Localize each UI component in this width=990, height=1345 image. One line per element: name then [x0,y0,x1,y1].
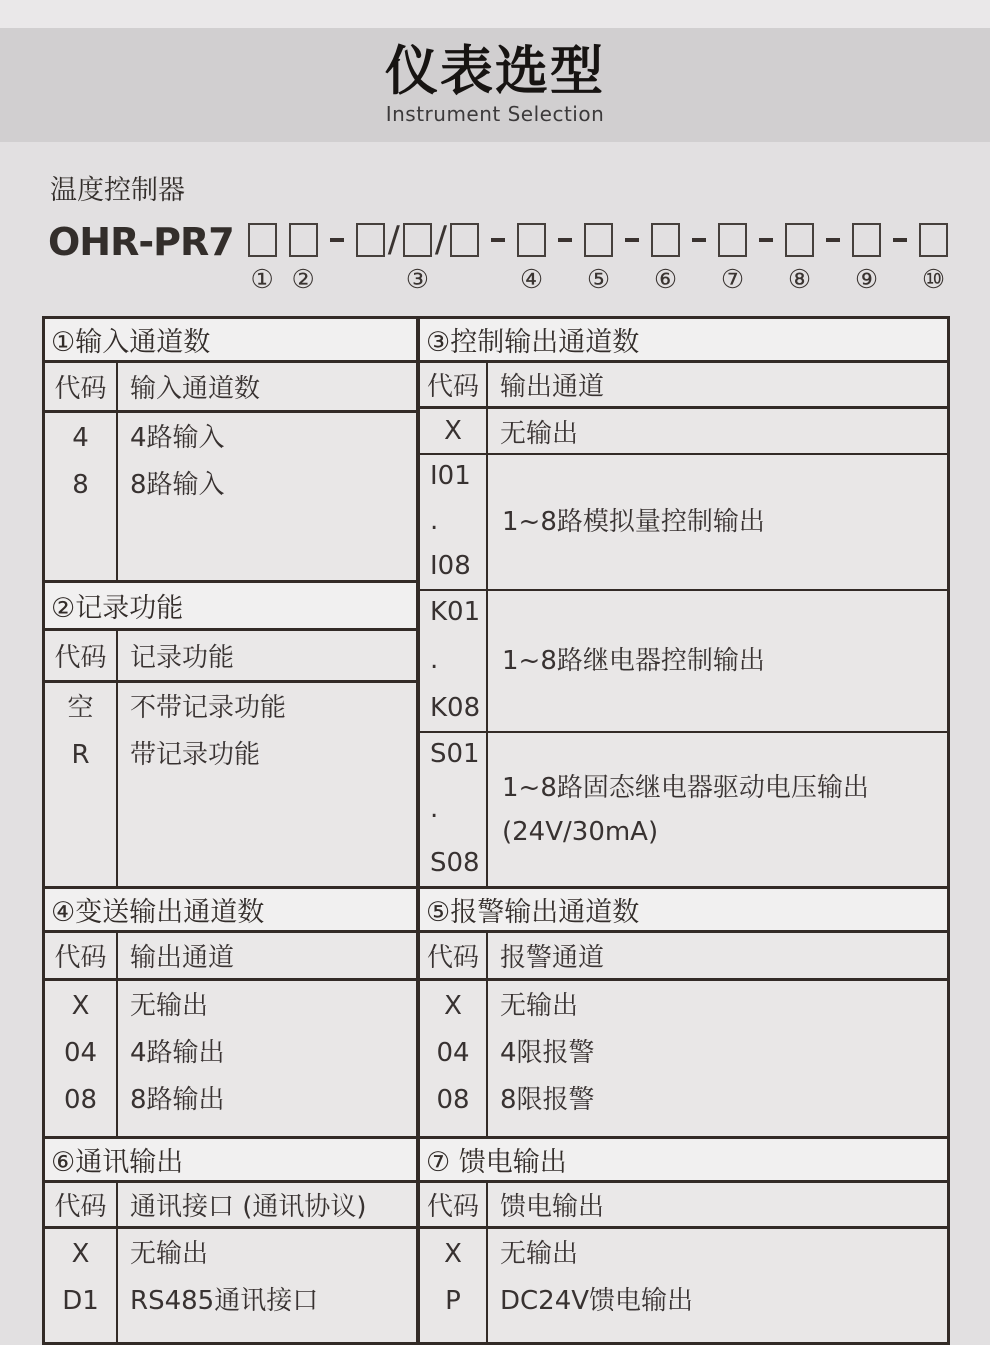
section-7-title: ⑦ 馈电输出 [420,1139,947,1183]
code-cell [45,683,118,886]
position-circle-6: ⑥ [653,265,678,295]
code-cell [45,981,118,1136]
column-header-desc: 馈电输出 [500,1192,605,1222]
column-header-code: 代码 [45,631,118,680]
section-1-body [45,413,416,583]
model-unit-10 [919,223,948,294]
model-code-box-6 [517,223,546,257]
code-value: X [444,991,462,1021]
code-value: . [430,506,439,536]
model-unit-9 [852,223,881,294]
title-band [0,28,990,142]
section-1-2-column [45,319,416,886]
code-value: 08 [63,1085,98,1115]
code-value: R [71,740,90,770]
position-circle-10: ⑩ [921,265,946,295]
code-value: S08 [430,848,480,878]
desc-value: 无输出 [130,1239,209,1269]
desc-cell [118,683,416,886]
column-header-code: 代码 [420,933,488,978]
code-value: X [71,991,90,1021]
section-1-title: ①输入通道数 [45,319,416,363]
position-circle-2: ② [291,265,315,295]
model-prefix: OHR-PR7 [48,220,234,264]
code-range-cell [420,455,488,589]
section-3-row-s [420,733,947,886]
position-circle-1: ① [250,265,274,295]
desc-value: 1~8路继电器控制输出 [502,646,765,676]
section-5-header-row [420,933,947,981]
code-value: I08 [430,551,471,581]
desc-cell [118,413,416,580]
section-6-title: ⑥通讯输出 [45,1139,416,1183]
section-7-body [420,1229,947,1342]
section-2-title: ②记录功能 [45,583,416,631]
code-cell: X [420,409,488,453]
dash-separator [330,238,344,242]
table-block-3 [42,1139,950,1345]
code-value: 空 [67,693,94,723]
section-3-row-x [420,409,947,455]
section-7-header-row [420,1183,947,1229]
code-range-cell [420,733,488,886]
section-4-column [45,889,416,1136]
model-unit-5 [584,223,613,294]
dash-separator [558,238,572,242]
model-unit-8 [785,223,814,294]
desc-cell [488,981,947,1136]
code-value: 4 [72,423,89,453]
code-cell [420,981,488,1136]
model-unit-7 [718,223,747,294]
column-header-desc: 输出通道 [130,943,235,973]
code-value: X [71,1239,90,1269]
position-circle-7: ⑦ [720,265,745,295]
table-block-1 [42,316,950,889]
model-code-box-8 [651,223,680,257]
code-value: K08 [430,693,481,723]
section-5-column [416,889,947,1136]
code-value: 04 [436,1038,470,1068]
model-code-box-12 [919,223,948,257]
model-code-box-2 [289,223,318,257]
code-cell [45,413,118,580]
top-strip [0,0,990,28]
code-value: K01 [430,597,481,627]
desc-cell [488,1229,947,1342]
position-circle-4: ④ [519,265,544,295]
column-header-desc: 报警通道 [500,943,605,973]
desc-value: 无输出 [130,991,209,1021]
page-subtitle: Instrument Selection [385,102,605,126]
column-header-code: 代码 [45,933,118,978]
model-code-box-10 [785,223,814,257]
desc-value: 1~8路模拟量控制输出 [502,507,765,537]
desc-value: 1~8路固态继电器驱动电压输出 [502,772,869,803]
column-header-code: 代码 [45,363,118,410]
position-circle-9: ⑨ [854,265,879,295]
section-1-header-row [45,363,416,413]
section-4-title: ④变送输出通道数 [45,889,416,933]
desc-value: 4路输入 [130,423,225,453]
section-3-column [416,319,947,886]
column-header-desc: 通讯接口 (通讯协议) [130,1192,367,1222]
code-value: X [444,1239,462,1269]
section-2-body [45,683,416,886]
section-4-body [45,981,416,1136]
desc-cell: 无输出 [500,418,579,449]
model-code-box-1 [248,223,277,257]
model-code-box-5 [450,223,479,257]
desc-cell [488,733,947,886]
model-unit-3 [356,219,479,295]
desc-cell [118,1229,416,1342]
code-cell [420,1229,488,1342]
code-value: . [430,645,439,675]
code-value: 8 [72,470,89,500]
table-block-2 [42,889,950,1139]
desc-value: 无输出 [500,1239,579,1269]
code-range-cell [420,591,488,731]
desc-value: 4路输出 [130,1038,225,1068]
code-cell [45,1229,118,1342]
product-name: 温度控制器 [50,175,185,206]
section-3-header-row [420,363,947,409]
desc-value: 4限报警 [500,1038,595,1068]
column-header-code: 代码 [420,363,488,406]
dash-separator [893,238,907,242]
section-3-title: ③控制输出通道数 [420,319,947,363]
slash-separator: / [387,219,400,260]
column-header-desc: 输出通道 [500,372,605,402]
slash-separator: / [434,219,447,260]
desc-cell [488,591,947,731]
position-circle-3: ③ [405,265,429,295]
column-header-code: 代码 [45,1183,118,1226]
code-value: D1 [62,1286,99,1316]
model-unit-6 [651,223,680,294]
dash-separator [692,238,706,242]
column-header-desc: 输入通道数 [130,374,261,404]
desc-cell [118,981,416,1136]
section-5-title: ⑤报警输出通道数 [420,889,947,933]
position-circle-5: ⑤ [586,265,611,295]
desc-value: 不带记录功能 [130,693,287,723]
desc-value: DC24V馈电输出 [500,1286,694,1316]
section-2-header-row [45,631,416,683]
code-value: S01 [430,739,480,769]
code-value: I01 [430,461,471,491]
code-value: 08 [436,1085,470,1115]
desc-cell [488,455,947,589]
model-code-box-4 [403,223,432,257]
section-6-body [45,1229,416,1342]
model-code-line [48,219,990,295]
page-title: 仪表选型 [385,41,605,102]
desc-value: RS485通讯接口 [130,1286,319,1316]
model-unit-4 [517,223,546,294]
model-code-box-3 [356,223,385,257]
desc-value: 带记录功能 [130,740,261,770]
desc-value: 8路输出 [130,1085,225,1115]
desc-value: 无输出 [500,991,579,1021]
dash-separator [491,238,505,242]
selection-tables [42,316,950,1345]
dash-separator [625,238,639,242]
model-code-box-7 [584,223,613,257]
model-unit-1 [248,223,277,294]
section-4-header-row [45,933,416,981]
section-5-body [420,981,947,1136]
section-3-row-i [420,455,947,591]
section-3-row-k [420,591,947,733]
column-header-desc: 记录功能 [130,643,235,673]
dash-separator [826,238,840,242]
column-header-code: 代码 [420,1183,488,1226]
code-value: 04 [63,1038,98,1068]
position-circle-8: ⑧ [787,265,812,295]
code-value: . [430,793,439,824]
model-code-box-11 [852,223,881,257]
code-value: P [445,1286,461,1316]
dash-separator [759,238,773,242]
model-code-box-9 [718,223,747,257]
desc-value: 8限报警 [500,1085,595,1115]
model-unit-2 [289,223,318,294]
desc-value: (24V/30mA) [502,816,659,847]
section-6-header-row [45,1183,416,1229]
model-box-group [356,219,479,260]
desc-value: 8路输入 [130,470,225,500]
